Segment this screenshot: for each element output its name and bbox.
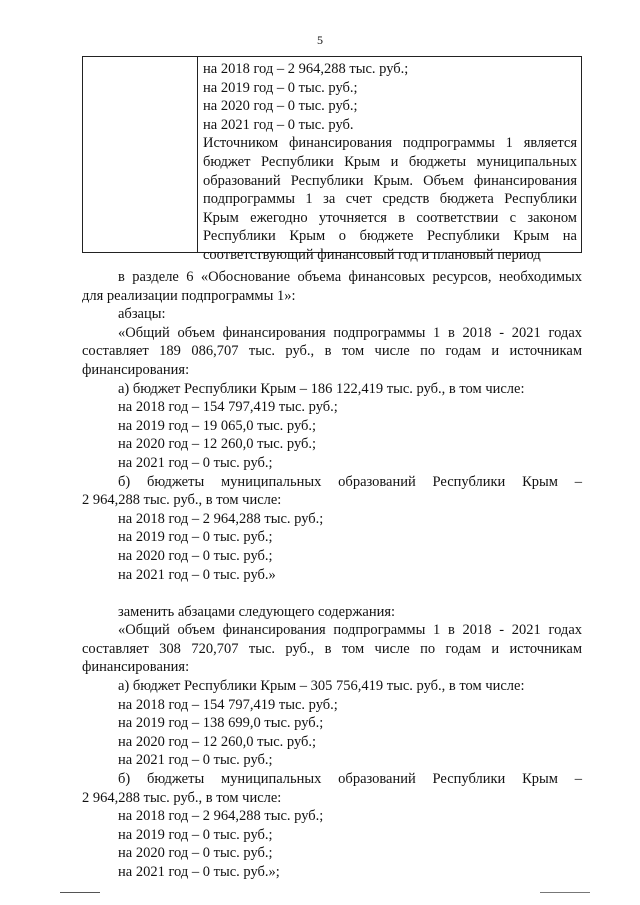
- section-intro-line-2: для реализации подпрограммы 1»:: [82, 287, 296, 304]
- old-a-2018: на 2018 год – 154 797,419 тыс. руб.;: [118, 399, 338, 416]
- new-b-2018: на 2018 год – 2 964,288 тыс. руб.;: [118, 808, 324, 825]
- old-b-2018: на 2018 год – 2 964,288 тыс. руб.;: [118, 510, 324, 527]
- new-total-line-1: «Общий объем финансирования подпрограммы 1 в 2018 - 2021 годах: [118, 622, 582, 639]
- old-total-line-2: составляет 189 086,707 тыс. руб., в том числе по годам и источникам: [82, 343, 582, 360]
- new-b-header-2: 2 964,288 тыс. руб., в том числе:: [82, 789, 282, 806]
- old-b-2019: на 2019 год – 0 тыс. руб.;: [118, 529, 273, 546]
- new-total-line-2: составляет 308 720,707 тыс. руб., в том числе по годам и источникам: [82, 640, 582, 657]
- table-source-line-6: Республики Крым о бюджете Республики Крым на: [203, 228, 577, 245]
- table-column-divider: [197, 57, 198, 252]
- table-line-2021: на 2021 год – 0 тыс. руб.: [203, 116, 354, 133]
- table-source-line-1: Источником финансирования подпрограммы 1 является: [203, 135, 577, 152]
- replace-intro: заменить абзацами следующего содержания:: [118, 603, 396, 620]
- new-a-2020: на 2020 год – 12 260,0 тыс. руб.;: [118, 733, 317, 750]
- table-source-line-5: Крым ежегодно уточняется в соответствии с законом: [203, 209, 577, 226]
- new-b-header-1: б) бюджеты муниципальных образований Республики Крым –: [118, 771, 582, 788]
- old-total-line-1: «Общий объем финансирования подпрограммы 1 в 2018 - 2021 годах: [118, 324, 582, 341]
- old-b-header-1: б) бюджеты муниципальных образований Республики Крым –: [118, 473, 582, 490]
- new-b-2020: на 2020 год – 0 тыс. руб.;: [118, 845, 273, 862]
- new-a-header: а) бюджет Республики Крым – 305 756,419 тыс. руб., в том числе:: [118, 678, 525, 695]
- old-a-2020: на 2020 год – 12 260,0 тыс. руб.;: [118, 436, 317, 453]
- document-body: [82, 268, 582, 882]
- old-b-header-2: 2 964,288 тыс. руб., в том числе:: [82, 492, 282, 509]
- new-a-2019: на 2019 год – 138 699,0 тыс. руб.;: [118, 715, 324, 732]
- section-intro-line-1: в разделе 6 «Обоснование объема финансовых ресурсов, необходимых: [118, 269, 582, 285]
- old-a-2019: на 2019 год – 19 065,0 тыс. руб.;: [118, 417, 317, 434]
- paragraph-gap: [82, 584, 582, 603]
- table-source-line-7: соответствующий финансовый год и плановый период: [203, 246, 541, 263]
- table-line-2018: на 2018 год – 2 964,288 тыс. руб.;: [203, 61, 409, 77]
- financing-table: [82, 56, 582, 263]
- old-total-line-3: финансирования:: [82, 361, 190, 378]
- table-line-2020: на 2020 год – 0 тыс. руб.;: [203, 98, 358, 115]
- table-source-line-2: бюджет Республики Крым и бюджеты муниципальных: [203, 153, 577, 170]
- scan-artifact-left: [60, 892, 100, 893]
- new-a-2021: на 2021 год – 0 тыс. руб.;: [118, 752, 273, 769]
- table-source-line-4: подпрограммы 1 за счет средств бюджета Республики: [203, 191, 577, 208]
- old-a-2021: на 2021 год – 0 тыс. руб.;: [118, 454, 273, 471]
- table-line-2019: на 2019 год – 0 тыс. руб.;: [203, 79, 358, 96]
- new-b-2021: на 2021 год – 0 тыс. руб.»;: [118, 864, 280, 880]
- scan-artifact-right: [540, 892, 590, 893]
- page-number: 5: [317, 33, 323, 47]
- old-b-2021: на 2021 год – 0 тыс. руб.»: [118, 566, 276, 583]
- table-source-line-3: образований Республики Крым. Объем финансирования: [203, 172, 577, 189]
- table-right-cell: [203, 60, 577, 265]
- new-a-2018: на 2018 год – 154 797,419 тыс. руб.;: [118, 696, 338, 713]
- old-b-2020: на 2020 год – 0 тыс. руб.;: [118, 547, 273, 564]
- abzacy-label: абзацы:: [118, 306, 166, 323]
- new-total-line-3: финансирования:: [82, 659, 190, 676]
- new-b-2019: на 2019 год – 0 тыс. руб.;: [118, 826, 273, 843]
- old-a-header: а) бюджет Республики Крым – 186 122,419 тыс. руб., в том числе:: [118, 380, 525, 397]
